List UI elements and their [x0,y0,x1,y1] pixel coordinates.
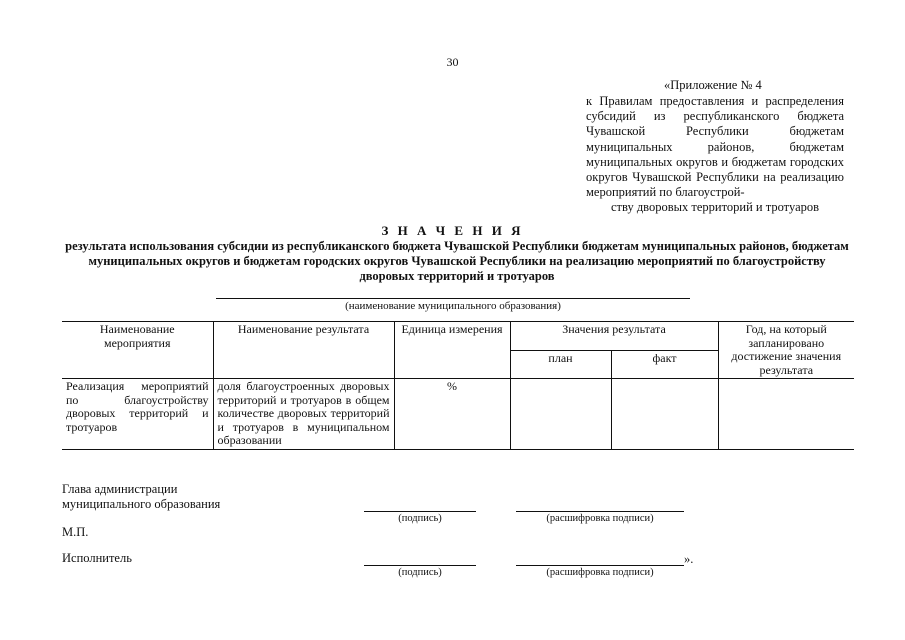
table-header-row [62,322,854,351]
executor-label: Исполнитель [62,551,132,565]
annex-title: «Приложение № 4 [664,78,762,92]
page-number: 30 [446,55,459,69]
document-heading: З Н А Ч Е Н И Я [381,223,524,238]
executor-decoding-caption: (расшифровка подписи) [546,567,654,578]
head-decoding-caption: (расшифровка подписи) [546,513,654,524]
header-values: Значения результата [510,322,718,351]
header-result: Наименование результата [213,322,394,379]
municipality-caption: (наименование муниципального образования) [345,300,561,312]
head-title-line1: Глава администрации [62,482,178,496]
cell-result: доля благоустроенных дворовых территорий и тротуаров в общем количестве дворовых территорий и тротуаров в муниципальном образовании [213,379,394,450]
header-year: Год, на который запланировано достижение значения результата [718,322,854,379]
seal-label: М.П. [62,525,89,539]
table-row [62,379,854,450]
cell-event: Реализация мероприятий по благоустройству дворовых территорий и тротуаров [62,379,213,450]
header-fact: факт [611,350,718,379]
annex-body [586,94,844,216]
annex-body-last-line: ству дворовых территорий и тротуаров [610,200,820,215]
cell-fact [611,379,718,450]
executor-signature-line [364,565,476,566]
executor-signature-caption: (подпись) [398,567,442,578]
executor-decoding-line [516,565,684,566]
values-table [62,321,854,450]
head-signature-caption: (подпись) [398,513,442,524]
header-plan: план [510,350,611,379]
head-decoding-line [516,511,684,512]
annex-body-text: к Правилам предоставления и распределения субсидий из республиканского бюджета Чувашской Республики бюджетам муниципальных районов, бюджетам муниципальных округов и бюджетам городских округов Чувашской Республики на реализацию мероприятий по благоустрой- [586,94,844,200]
cell-year [718,379,854,450]
document-subheading: результата использования субсидии из республиканского бюджета Чувашской Республики бюджетам муниципальных районов, бюджетам муниципальных округов и бюджетам городских округов Чувашской Республики на реализацию мероприятий по благоустройству дворовых территорий и тротуаров [65,239,849,283]
closing-quote: ». [684,552,694,566]
cell-plan [510,379,611,450]
cell-unit: % [394,379,510,450]
header-event: Наименование мероприятия [62,322,213,379]
header-unit: Единица измерения [394,322,510,379]
head-signature-line [364,511,476,512]
head-title-line2: муниципального образования [62,497,221,511]
municipality-fill-line [216,298,690,299]
